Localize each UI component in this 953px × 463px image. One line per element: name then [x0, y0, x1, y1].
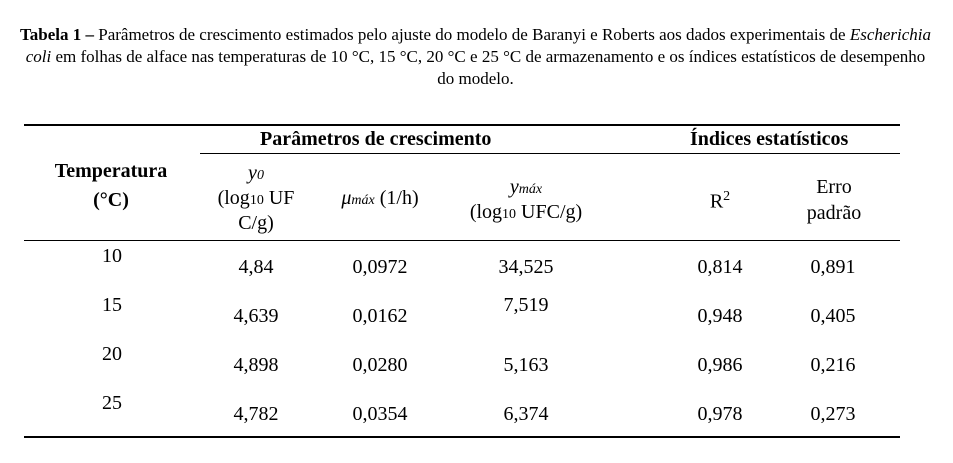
cell-ymax: 6,374	[503, 403, 549, 425]
cell-mu: 0,0280	[352, 354, 408, 376]
cell-temp: 10	[102, 245, 122, 267]
cell-erro: 0,405	[810, 305, 856, 327]
y0-symbol: y	[248, 162, 257, 184]
caption-label: Tabela 1	[19, 25, 82, 44]
header-bottom-rule	[24, 240, 900, 241]
cell-ymax: 34,525	[498, 256, 554, 278]
group-header-indices: Índices estatísticos	[690, 128, 849, 150]
caption-dash: –	[85, 25, 94, 44]
cell-r2: 0,986	[697, 354, 743, 376]
header-temperatura-line2: (°C)	[93, 189, 129, 211]
cell-temp: 25	[102, 392, 122, 414]
cell-mu: 0,0162	[352, 305, 408, 327]
y0-unit-b: UF	[263, 187, 295, 209]
caption-text-1: Parâmetros de crescimento estimados pelo ajuste do modelo de Baranyi e Roberts aos dados experimentais de	[98, 25, 846, 44]
r2-base: R	[709, 190, 724, 213]
table-bottom-rule	[24, 436, 900, 438]
group-rule	[200, 153, 900, 154]
ymax-unit-a: (log	[469, 201, 503, 223]
caption-organism: Escherichia coli	[25, 25, 932, 66]
ymax-unit-b: UFC/g)	[516, 201, 583, 223]
group-header-params: Parâmetros de crescimento	[260, 128, 492, 150]
erro-line2: padrão	[806, 202, 862, 224]
cell-r2: 0,948	[697, 305, 743, 327]
mu-sub: máx	[351, 193, 375, 208]
ymax-sub: máx	[518, 182, 543, 197]
mu-symbol: μ	[341, 187, 352, 209]
header-mu	[320, 187, 440, 212]
mu-unit: (1/h)	[374, 187, 419, 209]
ymax-symbol: y	[509, 176, 519, 198]
cell-mu: 0,0354	[352, 403, 408, 425]
ymax-unit-sub: 10	[502, 207, 517, 222]
cell-temp: 20	[102, 343, 122, 365]
cell-temp: 15	[102, 294, 122, 316]
y0-unit-a: (log	[217, 187, 250, 209]
cell-r2: 0,978	[697, 403, 743, 425]
cell-erro: 0,216	[810, 354, 856, 376]
caption-text-2: em folhas de alface nas temperaturas de 10 °C, 15 °C, 20 °C e 25 °C de armazenamento e os índices estatísticos de desempenho do modelo.	[55, 47, 926, 88]
y0-unit-c: C/g)	[238, 212, 274, 234]
cell-ymax: 7,519	[503, 294, 549, 316]
table-caption	[18, 24, 933, 90]
cell-mu: 0,0972	[352, 256, 408, 278]
cell-y0: 4,84	[238, 256, 274, 278]
header-ymax	[446, 176, 606, 226]
cell-y0: 4,639	[233, 305, 279, 327]
header-y0	[196, 162, 316, 234]
cell-ymax: 5,163	[503, 354, 549, 376]
y0-sub: 0	[256, 168, 264, 183]
header-temperatura-line1: Temperatura	[54, 160, 168, 182]
cell-y0: 4,898	[233, 354, 279, 376]
cell-erro: 0,891	[810, 256, 856, 278]
header-temperatura	[40, 157, 182, 215]
erro-line1: Erro	[816, 176, 852, 198]
cell-erro: 0,273	[810, 403, 856, 425]
cell-r2: 0,814	[697, 256, 743, 278]
table-top-rule	[24, 124, 900, 126]
header-erro-padrao	[792, 174, 876, 226]
r2-sup: 2	[723, 189, 731, 204]
y0-unit-sub: 10	[249, 193, 264, 208]
header-r2	[690, 186, 750, 213]
cell-y0: 4,782	[233, 403, 279, 425]
